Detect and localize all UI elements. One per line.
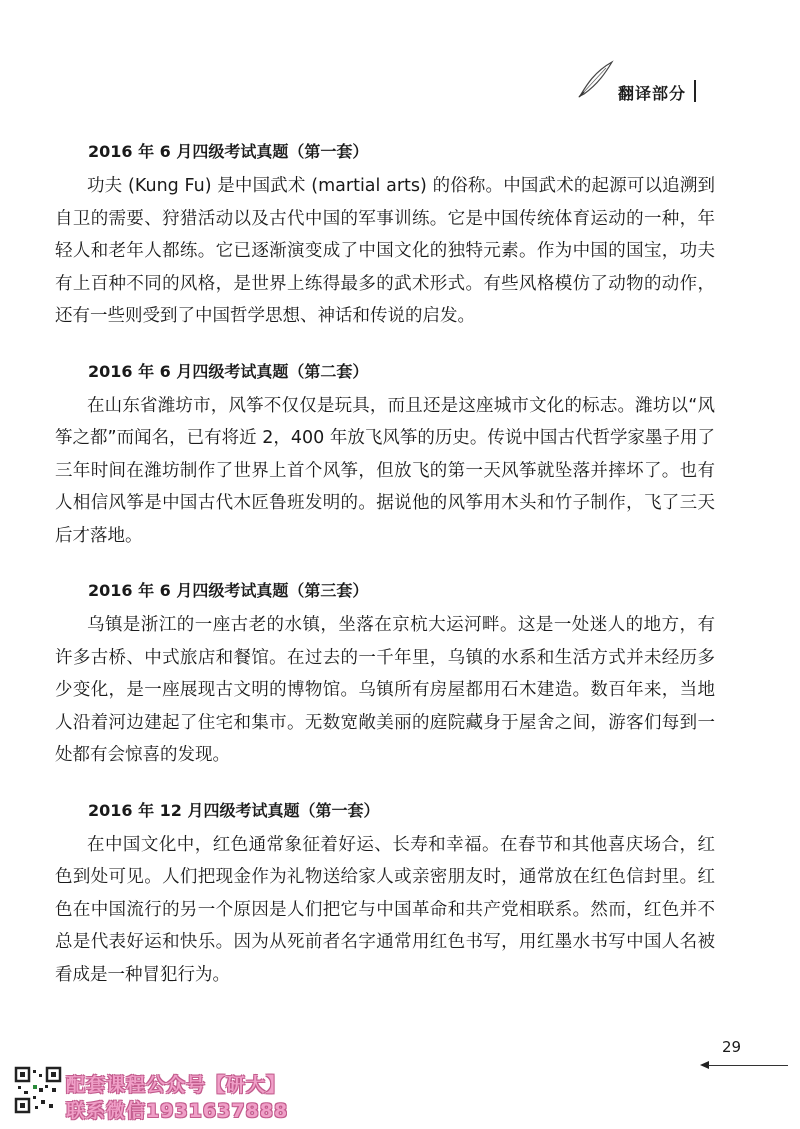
- translation-content: [55, 138, 715, 1016]
- qr-code-icon: [14, 1066, 62, 1114]
- section-title: 2016 年 6 月四级考试真题（第二套）: [88, 361, 369, 381]
- section-body: 乌镇是浙江的一座古老的水镇，坐落在京杭大运河畔。这是一处迷人的地方，有许多古桥、中式旅店和餐馆。在过去的一千年里，乌镇的水系和生活方式并未经历多少变化，是一座展现古文明的博物馆。乌镇所有房屋都用石木建造。数百年来，当地人沿着河边建起了住宅和集市。无数宽敞美丽的庭院藏身于屋舍之间，游客们每到一处都有会惊喜的发现。: [55, 615, 715, 765]
- header-divider: [694, 80, 696, 102]
- page-header: [570, 58, 720, 108]
- page-number: 29: [722, 1038, 742, 1056]
- section-name: 翻译部分: [618, 84, 687, 103]
- exam-section-2: [55, 358, 715, 553]
- exam-section-1: [55, 138, 715, 333]
- section-body: 功夫 (Kung Fu) 是中国武术 (martial arts) 的俗称。中国武术的起源可以追溯到自卫的需要、狩猎活动以及古代中国的军事训练。它是中国传统体育运动的一种，年轻人和老年人都练。它已逐渐演变成了中国文化的独特元素。作为中国的国宝，功夫有上百种不同的风格，是世界上练得最多的武术形式。有些风格模仿了动物的动作，还有一些则受到了中国哲学思想、神话和传说的启发。: [55, 176, 715, 326]
- section-body: 在中国文化中，红色通常象征着好运、长寿和幸福。在春节和其他喜庆场合，红色到处可见。人们把现金作为礼物送给家人或亲密朋友时，通常放在红色信封里。红色在中国流行的另一个原因是人们把它与中国革命和共产党相联系。然而，红色并不总是代表好运和快乐。因为从死前者名字通常用红色书写，用红墨水书写中国人名被看成是一种冒犯行为。: [55, 834, 715, 985]
- exam-section-4: [55, 797, 715, 992]
- section-body: 在山东省潍坊市，风筝不仅仅是玩具，而且还是这座城市文化的标志。潍坊以“风筝之都”而闻名，已有将近 2，400 年放飞风筝的历史。传说中国古代哲学家墨子用了三年时间在潍坊制作了世界上首个风筝，但放飞的第一天风筝就坠落并摔坏了。也有人相信风筝是中国古代木匠鲁班发明的。据说他的风筝用木头和竹子制作，飞了三天后才落地。: [55, 395, 715, 546]
- section-title: 2016 年 12 月四级考试真题（第一套）: [88, 800, 380, 820]
- watermark-line-2: 联系微信1931637888: [66, 1100, 289, 1122]
- section-title: 2016 年 6 月四级考试真题（第一套）: [88, 142, 369, 161]
- watermark-line-1: 配套课程公众号【研大】: [66, 1074, 287, 1096]
- footer-rule: [708, 1065, 788, 1066]
- exam-section-3: [55, 577, 715, 772]
- section-title: 2016 年 6 月四级考试真题（第三套）: [88, 581, 369, 600]
- feather-quill-icon: [576, 58, 620, 98]
